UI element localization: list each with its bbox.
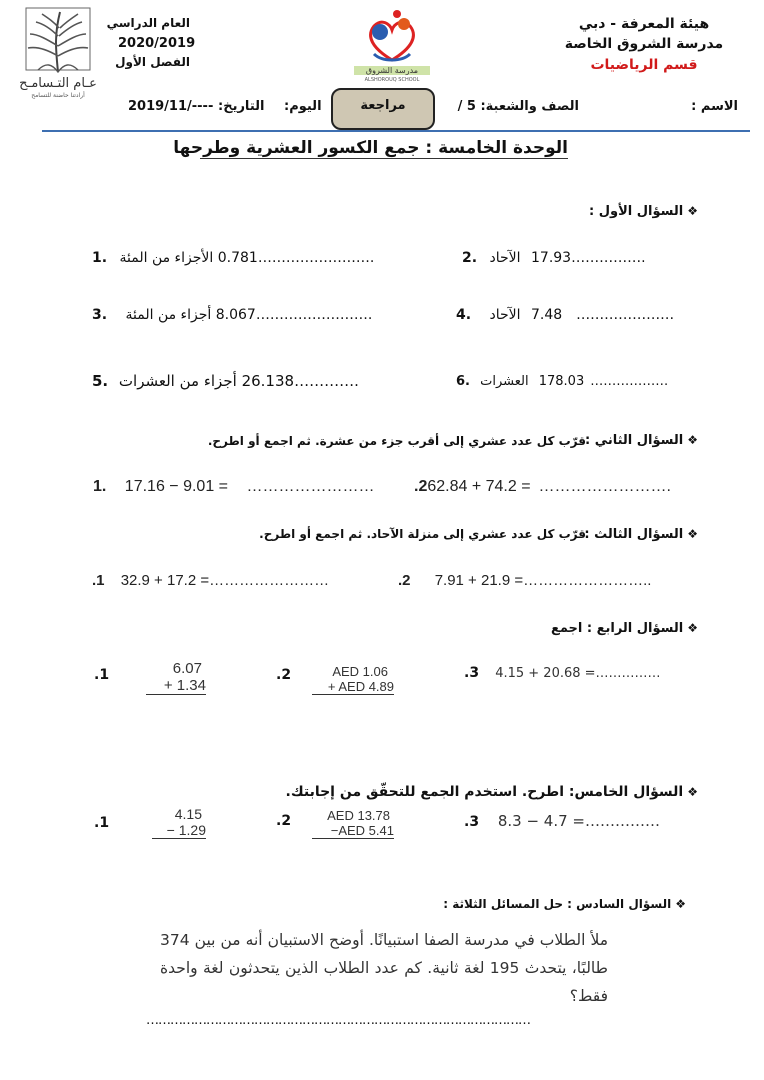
- problem-number: .2: [398, 572, 411, 589]
- problem-expression: 17.16 − 9.01 =: [124, 478, 228, 495]
- item-label: الأجزاء من المئة: [119, 250, 214, 266]
- q4-number-1: .1: [94, 667, 110, 683]
- q5-heading: ❖السؤال الخامس: اطرح. استخدم الجمع للتحقّق من إجابتك.: [285, 784, 698, 800]
- answer-blank[interactable]: ……………: [595, 666, 661, 681]
- q1-heading: ❖السؤال الأول :: [589, 204, 698, 219]
- answer-blank[interactable]: ……………………: [246, 478, 375, 495]
- department-name: قسم الرياضيات: [590, 57, 698, 73]
- bullet-diamond-icon: ❖: [675, 897, 686, 911]
- q2-instruction: قرّب كل عدد عشري إلى أقرب جزء من عشرة. ثم اجمع أو اطرح.: [207, 434, 586, 448]
- item-number: 4.: [456, 307, 472, 323]
- stack-top: AED 13.78: [327, 808, 390, 823]
- item-label: العشرات: [480, 374, 529, 389]
- unit-title: الوحدة الخامسة : جمع الكسور العشرية وطرحها: [173, 138, 568, 158]
- item-number: 5.: [92, 372, 109, 390]
- answer-blank[interactable]: …………….: [571, 250, 646, 266]
- stack-top: 6.07: [172, 660, 202, 677]
- school-logo: [352, 8, 432, 82]
- bullet-diamond-icon: ❖: [687, 527, 698, 541]
- stack-bottom: + AED 4.89: [312, 679, 394, 695]
- q1-item-3: [92, 307, 372, 323]
- answer-blank[interactable]: ……………: [585, 812, 660, 830]
- q5-problem-3: [464, 812, 660, 830]
- q4-number-2: .2: [276, 667, 292, 683]
- q6-heading: ❖السؤال السادس : حل المسائل الثلاثة :: [443, 897, 686, 911]
- item-number: 1.: [92, 250, 108, 266]
- answer-blank[interactable]: …………………….: [538, 478, 671, 495]
- q2-problem-2: [414, 478, 671, 496]
- q5-stack-1: [152, 806, 206, 839]
- q1-item-5: [92, 372, 359, 390]
- bullet-diamond-icon: ❖: [687, 621, 698, 635]
- year-of-tolerance-logo: [8, 6, 108, 99]
- q1-item-4: [456, 307, 674, 323]
- academic-year-label: العام الدراسي: [106, 16, 190, 30]
- q3-instruction: قرّب كل عدد عشري إلى منزلة الآحاد. ثم اجمع أو اطرح.: [259, 527, 586, 541]
- answer-blank[interactable]: …………………: [576, 307, 675, 323]
- q2-problem-1: [93, 478, 374, 496]
- item-value: 0.781: [217, 250, 258, 266]
- q3-problem-1: [92, 572, 329, 589]
- problem-number: .3: [464, 814, 480, 830]
- date-label: التاريخ:: [218, 99, 265, 114]
- stack-top: AED 1.06: [332, 664, 388, 679]
- stack-bottom: − 1.29: [152, 822, 206, 839]
- q4-problem-3: [464, 665, 661, 681]
- item-label: أجزاء من المئة: [125, 307, 212, 323]
- header-divider: [42, 130, 750, 132]
- item-label: أجزاء من العشرات: [118, 372, 237, 390]
- stack-bottom: + 1.34: [146, 677, 206, 695]
- bullet-diamond-icon: ❖: [687, 785, 698, 799]
- semester-label: الفصل الأول: [115, 55, 190, 69]
- tree-logo-icon: [8, 6, 108, 76]
- day-label: اليوم:: [284, 99, 322, 114]
- problem-expression: 4.15 + 20.68 =: [495, 666, 596, 681]
- name-label: الاسم :: [691, 99, 738, 114]
- logo-tagline: أرادتنا حاضنة للتسامح: [31, 92, 85, 99]
- stack-top: 4.15: [174, 806, 202, 822]
- q4-stack-1: [146, 660, 206, 695]
- item-number: 3.: [92, 307, 108, 323]
- school-logo-english: ALSHOROUQ SCHOOL: [364, 77, 420, 83]
- q5-number-2: .2: [276, 813, 292, 829]
- problem-expression: 7.91 + 21.9 =: [434, 572, 524, 589]
- answer-blank[interactable]: ……………………..: [523, 572, 652, 589]
- q1-item-6: [456, 374, 668, 389]
- q4-heading: ❖السؤال الرابع : اجمع: [550, 621, 698, 636]
- q3-heading: ❖السؤال الثالث :: [584, 527, 698, 542]
- class-field: الصف والشعبة: 5 /: [457, 99, 579, 114]
- item-number: 2.: [462, 250, 478, 266]
- word-problem-text: ملأ الطلاب في مدرسة الصفا استبيانًا. أوضح الاستبيان أنه من بين 374 طالبًا، يتحدث 195 لغة ثانية. كم عدد الطلاب الذين يتحدثون لغة واحدة فقط؟: [160, 931, 608, 1005]
- date-value: 2019/11/----: [128, 99, 214, 114]
- answer-blank[interactable]: ……………………: [209, 572, 330, 589]
- item-label: الآحاد: [489, 250, 521, 266]
- stack-bottom: −AED 5.41: [312, 823, 394, 839]
- day-value: مراجعة: [360, 98, 406, 113]
- q1-item-1: [92, 250, 374, 266]
- problem-expression: 32.9 + 17.2 =: [120, 572, 210, 589]
- problem-expression: 8.3 − 4.7 =: [497, 812, 585, 830]
- q3-problem-2: [398, 572, 651, 589]
- problem-number: .3: [464, 665, 480, 681]
- answer-blank[interactable]: ………………: [590, 374, 669, 389]
- q5-number-1: .1: [94, 815, 110, 831]
- answer-line[interactable]: ……………………………………………………………………………………: [146, 1013, 530, 1028]
- item-value: 178.03: [538, 374, 585, 389]
- bullet-diamond-icon: ❖: [687, 433, 698, 447]
- school-emblem-icon: [352, 8, 432, 66]
- logo-main-text: عـام التـسامـح: [19, 76, 97, 91]
- item-value: 26.138: [241, 372, 295, 390]
- answer-blank[interactable]: ………….: [294, 372, 359, 390]
- problem-number: .2: [414, 478, 428, 495]
- problem-number: 1.: [93, 478, 107, 495]
- q2-heading: ❖السؤال الثاني :: [584, 433, 698, 448]
- school-logo-arabic: مدرسة الشروق: [354, 66, 430, 75]
- item-value: 8.067: [215, 307, 256, 323]
- item-value: 17.93: [531, 250, 572, 266]
- q1-item-2: [462, 250, 646, 266]
- q5-stack-2: [312, 808, 394, 839]
- problem-expression: 62.84 + 74.2 =: [427, 478, 531, 495]
- authority-name: هيئة المعرفة - دبي: [578, 16, 710, 32]
- answer-blank[interactable]: …………………….: [255, 307, 373, 323]
- item-label: الآحاد: [489, 307, 521, 323]
- item-value: 7.48: [531, 307, 563, 323]
- school-name: مدرسة الشروق الخاصة: [564, 36, 724, 52]
- q5-instruction: اطرح. استخدم الجمع للتحقّق من إجابتك.: [285, 784, 564, 800]
- item-number: 6.: [456, 374, 470, 389]
- answer-blank[interactable]: …………………….: [257, 250, 375, 266]
- bullet-diamond-icon: ❖: [687, 204, 698, 218]
- problem-number: .1: [92, 572, 105, 589]
- q4-stack-2: [312, 664, 394, 695]
- academic-year-value: 2020/2019: [118, 36, 196, 51]
